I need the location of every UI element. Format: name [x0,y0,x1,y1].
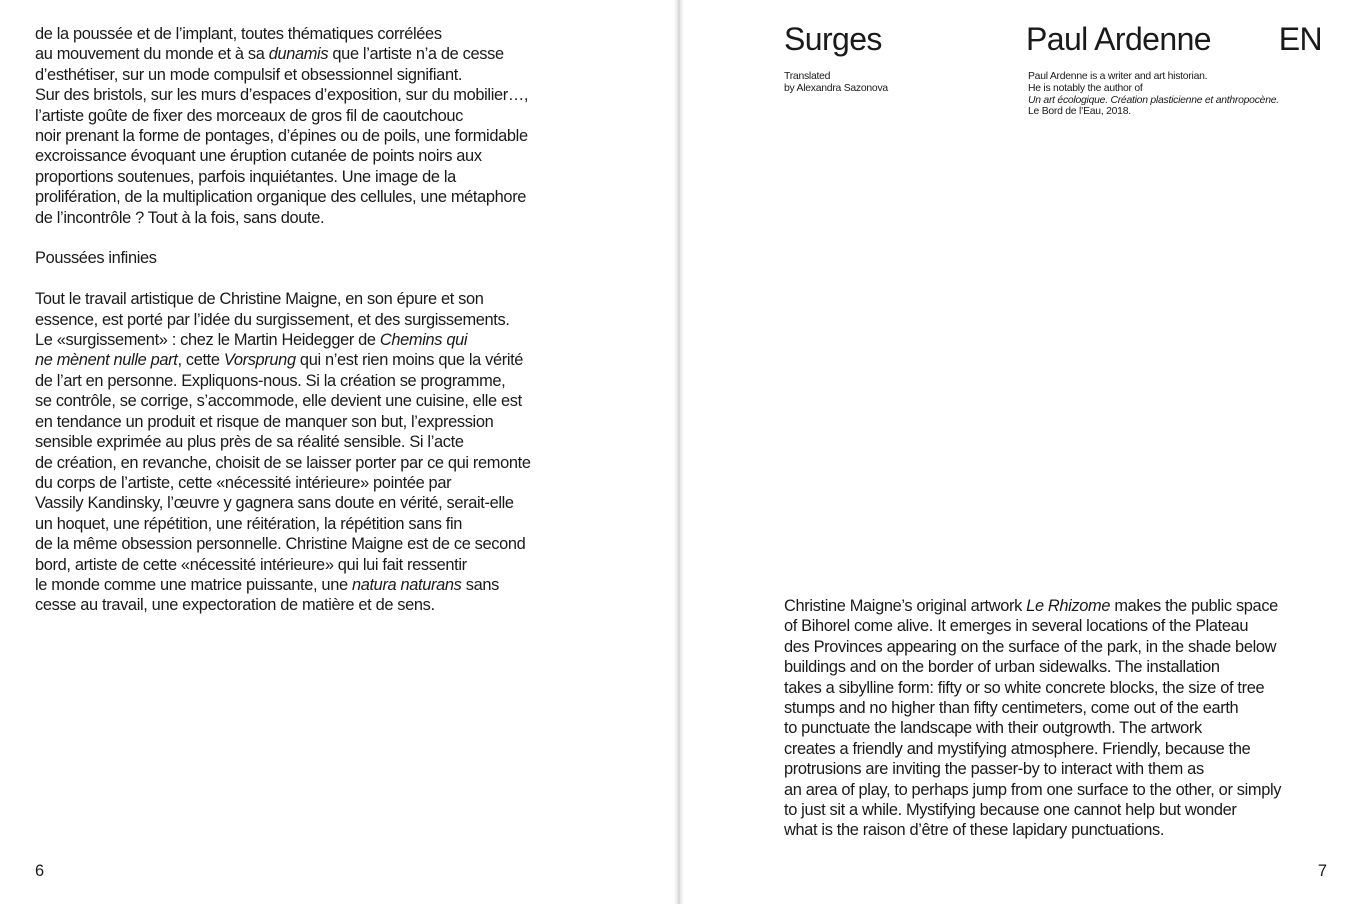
text-line: se contrôle, se corrige, s’accommode, elle devient une cuisine, elle est [35,392,522,411]
text-line: Le «surgissement» : chez le Martin Heidegger de Chemins qui [35,331,468,350]
text-line: an area of play, to perhaps jump from one surface to the other, or simply [784,780,1282,799]
text-line: Paul Ardenne is a writer and art historian. [1028,71,1208,82]
right-text-column [784,596,1344,841]
text-line: what is the raison d’être of these lapidary punctuations. [784,821,1165,840]
section-heading: Poussées infinies [35,249,157,268]
text-line: l’artiste goûte de fixer des morceaux de gros fil de caoutchouc [35,106,464,125]
text-line: to punctuate the landscape with their outgrowth. The artwork [784,719,1202,738]
text-line: au mouvement du monde et à sa dunamis que l’artiste n’a de cesse [35,45,504,64]
text-line: bord, artiste de cette «nécessité intérieure» qui lui fait ressentir [35,555,467,574]
italic-title: Vorsprung [223,351,296,370]
text-line: Christine Maigne’s original artwork Le Rhizome makes the public space [784,597,1278,615]
italic-title: Chemins qui [379,331,468,350]
text-line: Le Bord de l’Eau, 2018. [1028,106,1131,118]
text-line: Sur des bristols, sur les murs d’espaces d’exposition, sur du mobilier…, [35,86,529,105]
translation-credit [784,71,888,95]
text-line: essence, est porté par l’idée du surgissement, et des surgissements. [35,310,510,329]
text-line: excroissance évoquant une éruption cutanée de points noirs aux [35,147,482,166]
text-line: sensible exprimée au plus près de sa réalité sensible. Si l’acte [35,433,464,452]
text-line: buildings and on the border of urban sidewalks. The installation [784,658,1220,677]
left-text-column [35,24,635,616]
text-line: le monde comme une matrice puissante, une natura naturans sans [35,575,499,594]
text-line: cesse au travail, une expectoration de matière et de sens. [35,596,435,615]
paragraph-poussees-infinies [35,289,635,616]
paragraph-continued [35,24,635,228]
article-title: Surges [784,21,882,57]
page-number-right: 7 [1317,862,1327,880]
left-page [0,0,677,904]
text-line: des Provinces appearing on the surface of the park, in the shade below [784,637,1277,656]
paragraph-spacer [35,269,635,289]
text-line: de la même obsession personnelle. Christine Maigne est de ce second [35,535,526,554]
text-line: de l’incontrôle ? Tout à la fois, sans doute. [35,208,325,227]
text-line: d’esthétiser, sur un mode compulsif et obsessionnel signifiant. [35,65,463,84]
text-line: stumps and no higher than fifty centimeters, come out of the earth [784,699,1239,718]
text-line: Vassily Kandinsky, l’œuvre y gagnera sans doute en vérité, serait-elle [35,494,514,513]
italic-title: ne mènent nulle part [35,351,178,370]
text-line: de l’art en personne. Expliquons-nous. Si la création se programme, [35,371,506,390]
text-line: de la poussée et de l’implant, toutes thématiques corrélées [35,25,442,43]
text-line: en tendance un produit et risque de manquer son but, l’expression [35,412,494,431]
text-line: He is notably the author of [1028,82,1143,94]
text-line: du corps de l’artiste, cette «nécessité intérieure» pointée par [35,473,452,492]
text-line: by Alexandra Sazonova [784,82,888,94]
right-page [684,0,1357,904]
language-label: EN [1278,21,1322,57]
author-bio [1028,71,1279,118]
book-gutter [674,0,684,904]
text-line: to just sit a while. Mystifying because one cannot help but wonder [784,801,1237,820]
text-line: creates a friendly and mystifying atmosphere. Friendly, because the [784,739,1251,758]
italic-title: dunamis [268,45,329,64]
text-line: protrusions are inviting the passer-by to interact with them as [784,760,1204,779]
italic-title: Le Rhizome [1026,597,1111,615]
text-line: de création, en revanche, choisit de se laisser porter par ce qui remonte [35,453,531,472]
author-name: Paul Ardenne [1026,21,1211,57]
page-number-left: 6 [35,862,45,880]
text-line: un hoquet, une répétition, une réitération, la répétition sans fin [35,514,463,533]
paragraph-english [784,596,1344,841]
text-line: ne mènent nulle part, cette Vorsprung qui n’est rien moins que la vérité [35,351,524,370]
italic-title: natura naturans [351,575,462,594]
text-line: takes a sibylline form: fifty or so white concrete blocks, the size of tree [784,678,1265,697]
text-line: prolifération, de la multiplication organique des cellules, une métaphore [35,188,527,207]
text-line: Tout le travail artistique de Christine Maigne, en son épure et son [35,290,484,309]
text-line: Translated [784,71,831,82]
text-line: noir prenant la forme de pontages, d’épines ou de poils, une formidable [35,127,528,146]
text-line [1028,95,1279,107]
italic-title: Un art écologique. Création plasticienne et anthropocène. [1028,94,1279,106]
text-line: of Bihorel come alive. It emerges in several locations of the Plateau [784,617,1249,636]
text-line: proportions soutenues, parfois inquiétantes. Une image de la [35,167,456,186]
paragraph-spacer [35,228,635,248]
